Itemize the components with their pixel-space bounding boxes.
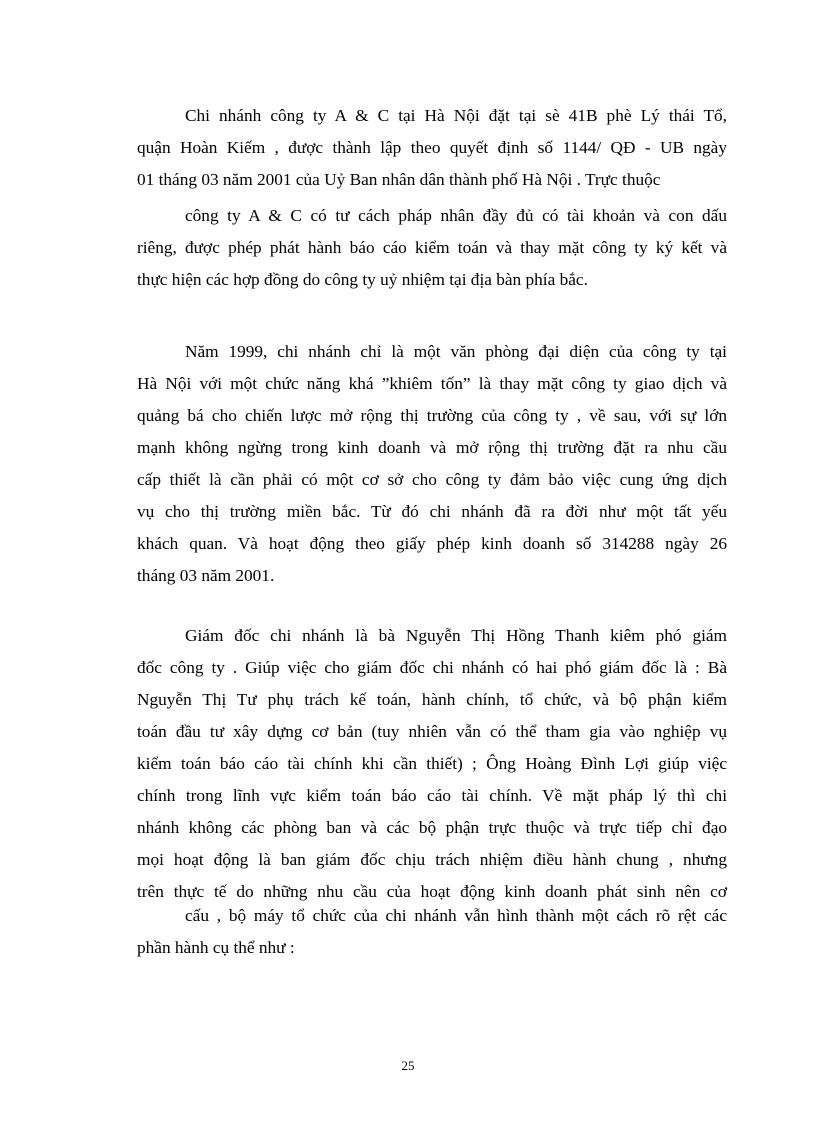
paragraph-line: Chi nhánh công ty A & C tại Hà Nội đặt tại sè 41B phè Lý thái Tổ, [185, 106, 727, 125]
paragraph-line: cấu , bộ máy tổ chức của chi nhánh vẫn hình thành một cách rõ rệt các [185, 906, 727, 925]
paragraph-line: quảng bá cho chiến lược mở rộng thị trường của công ty , về sau, với sự lớn [137, 406, 727, 425]
paragraph-line: riêng, được phép phát hành báo cáo kiểm toán và thay mặt công ty ký kết và [137, 238, 727, 257]
paragraph-structure [137, 900, 727, 964]
paragraph-line: Năm 1999, chi nhánh chỉ là một văn phòng đại diện của công ty tại [185, 342, 727, 361]
paragraph-line: thực hiện các hợp đồng do công ty uỷ nhiệm tại địa bàn phía bắc. [137, 270, 588, 289]
paragraph-legal-status [137, 200, 727, 296]
page-number: 25 [401, 1058, 415, 1073]
paragraph-line: 01 tháng 03 năm 2001 của Uỷ Ban nhân dân thành phố Hà Nội . Trực thuộc [137, 170, 661, 189]
paragraph-line: công ty A & C có tư cách pháp nhân đầy đủ có tài khoản và con dấu [185, 206, 727, 225]
paragraph-line: Giám đốc chi nhánh là bà Nguyễn Thị Hồng Thanh kiêm phó giám [185, 626, 727, 645]
paragraph-line: tháng 03 năm 2001. [137, 566, 275, 585]
paragraph-line: toán đầu tư xây dựng cơ bản (tuy nhiên vẫn có thể tham gia vào nghiệp vụ [137, 722, 727, 741]
paragraph-line: trên thực tế do những nhu cầu của hoạt động kinh doanh phát sinh nên cơ [137, 882, 727, 901]
paragraph-line: mọi hoạt động là ban giám đốc chịu trách nhiệm điều hành chung , nhưng [137, 850, 727, 869]
paragraph-line: kiểm toán báo cáo tài chính khi cần thiết) ; Ông Hoàng Đình Lợi giúp việc [137, 754, 727, 773]
paragraph-line: Hà Nội với một chức năng khá ”khiêm tốn” là thay mặt công ty giao dịch và [137, 374, 727, 393]
paragraph-line: mạnh không ngừng trong kinh doanh và mở rộng thị trường đặt ra nhu cầu [137, 438, 727, 457]
paragraph-line: phần hành cụ thể như : [137, 938, 295, 957]
paragraph-line: nhánh không các phòng ban và các bộ phận trực thuộc và trực tiếp chỉ đạo [137, 818, 727, 837]
paragraph-management [137, 620, 727, 908]
paragraph-line: vụ cho thị trường miền bắc. Từ đó chi nhánh đã ra đời như một tất yếu [137, 502, 727, 521]
paragraph-branch-location [137, 100, 727, 196]
paragraph-line: chính trong lĩnh vực kiểm toán báo cáo tài chính. Về mặt pháp lý thì chi [137, 786, 727, 805]
paragraph-line: quận Hoàn Kiếm , được thành lập theo quyết định số 1144/ QĐ - UB ngày [137, 138, 727, 157]
paragraph-line: đốc công ty . Giúp việc cho giám đốc chi nhánh có hai phó giám đốc là : Bà [137, 658, 727, 677]
paragraph-history [137, 336, 727, 592]
paragraph-line: cấp thiết là cần phải có một cơ sở cho công ty đảm bảo việc cung ứng dịch [137, 470, 727, 489]
paragraph-line: khách quan. Và hoạt động theo giấy phép kinh doanh số 314288 ngày 26 [137, 534, 727, 553]
paragraph-line: Nguyễn Thị Tư phụ trách kế toán, hành chính, tổ chức, và bộ phận kiểm [137, 690, 727, 709]
